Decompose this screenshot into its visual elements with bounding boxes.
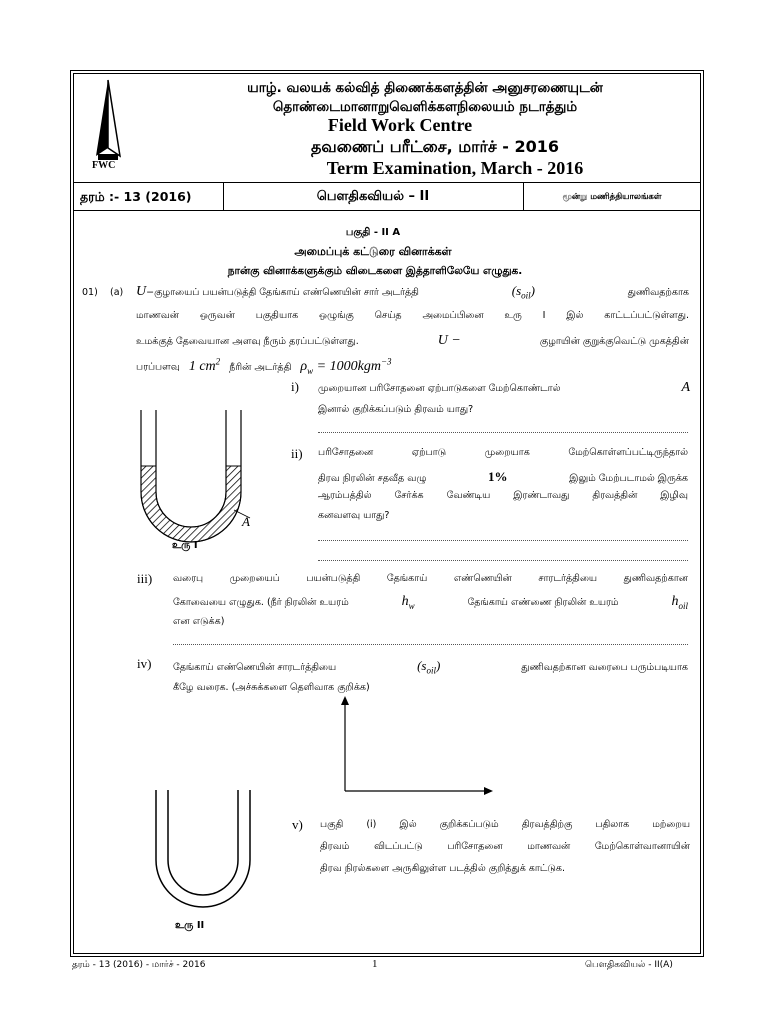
sub-question-v-number: v) <box>292 817 303 832</box>
rho-sup: −3 <box>380 356 392 366</box>
rho-sub: w <box>307 365 314 376</box>
answer-line-ii-1 <box>318 540 688 541</box>
sub-iii-text-b: தேங்காய் எண்ணை நிரலின் உயரம் <box>467 597 619 608</box>
sub-question-iv-line1 <box>173 658 688 676</box>
subject: பௌதிகவியல் – II <box>316 189 430 204</box>
sub-question-iv-number: iv) <box>137 656 152 671</box>
h-oil-symbol <box>671 594 688 611</box>
sub-question-v-line2: திரவம் விடப்பட்டு பரிசோதனை மாணவன் மேற்கொள்வானாயின் <box>320 841 690 852</box>
h-w: h <box>401 594 409 609</box>
footer-left: தரம் - 13 (2016) - மார்ச் - 2016 <box>72 960 206 970</box>
sub-question-i-number: i) <box>291 379 299 394</box>
sub-ii-text-b: இலும் மேற்படாமல் இருக்க <box>569 473 688 484</box>
figure-2-label-text: உரு II <box>175 920 205 931</box>
blank-graph-axes <box>335 695 495 795</box>
info-row-bottom <box>73 210 700 211</box>
section-title: அமைப்புக் கட்டுரை வினாக்கள் <box>294 245 452 258</box>
figure-1-label-text: உரு I <box>172 540 198 551</box>
header-line1: யாழ். வலயக் கல்வித் திணைக்களத்தின் அனுசரணையுடன் <box>247 80 603 96</box>
sub-ii-percent: 1% <box>488 469 508 484</box>
intro-text-b: துணிவதற்காக <box>627 287 689 298</box>
sub-question-ii-line3: ஆரம்பத்தில் சேர்க்க வேண்டிய இரண்டாவது திரவத்தின் இழிவு <box>318 490 688 501</box>
h-w-symbol <box>402 594 415 611</box>
rho-value <box>300 356 392 376</box>
sub-question-v-line1: பகுதி (i) இல் குறிக்கப்படும் திரவத்திற்கு பதிலாக மற்றைய <box>320 819 690 830</box>
intro-text-a: −குழாயைப் பயன்படுத்தி தேங்காய் எண்ணெயின் சார் அடர்த்தி <box>146 287 419 298</box>
figure-2-u-tube <box>152 790 262 910</box>
rho-symbol: ρ <box>300 358 308 374</box>
intro-l3-text-b: குழாயின் குறுக்குவெட்டு முகத்தின் <box>539 336 689 347</box>
s-oil-close: ) <box>530 283 535 298</box>
s-oil-symbol <box>512 283 535 301</box>
sub-question-ii-line1: பரிசோதனை ஏற்பாடு முறையாக மேற்கொள்ளப்பட்டிருந்தால் <box>318 447 688 458</box>
sub-iv-s-oil-sub: oil <box>426 665 436 676</box>
h-w-sub: w <box>408 600 415 611</box>
sub-question-ii-number: ii) <box>291 446 303 461</box>
sub-question-v-line3: திரவ நிரல்களை அருகிலுள்ள படத்தில் குறித்துக் காட்டுக. <box>320 863 565 874</box>
part-heading: பகுதி - II A <box>345 227 401 238</box>
figure-1-label <box>172 540 198 552</box>
intro-l4-text-b: நீரின் அடர்த்தி <box>229 361 292 373</box>
sub-question-iii-line3: என எடுக்க) <box>173 616 225 627</box>
header-line2: தொண்டைமானாறுவெளிக்களநிலையம் நடாத்தும் <box>272 99 578 115</box>
question-part-label: (a) <box>110 287 124 298</box>
sub-iv-text-b: துணிவதற்கான வரைபை பரும்படியாக <box>521 662 688 673</box>
centre-name: Field Work Centre <box>327 115 473 135</box>
info-row-divider-2 <box>523 182 524 210</box>
info-row-top <box>73 182 700 183</box>
question-intro-line3 <box>136 333 689 349</box>
sub-iv-text-a: தேங்காய் எண்ணெயின் சாரடர்த்தியை <box>173 662 337 673</box>
question-intro-line2: மாணவன் ஒருவன் பகுதியாக ஒழுங்கு செய்த அமைப்பினை உரு I இல் காட்டப்பட்டுள்ளது. <box>136 310 689 321</box>
question-intro-line4 <box>136 356 392 375</box>
sub-iv-s-oil <box>417 658 440 676</box>
sub-question-iii-number: iii) <box>137 571 153 586</box>
symbol-u: U <box>136 284 147 299</box>
sub-question-iii-line2 <box>173 594 688 611</box>
answer-line-ii-2 <box>318 560 688 561</box>
sub-question-iv-line2: கீழே வரைக. (அச்சுக்களை தெளிவாக குறிக்க) <box>173 682 370 693</box>
area-value <box>188 356 221 374</box>
h-oil-sub: oil <box>678 600 688 611</box>
figure-1-u-tube <box>138 410 268 545</box>
intro-l3-u: U − <box>437 333 461 348</box>
fwc-logo <box>82 78 134 178</box>
area-num: 1 cm <box>188 358 216 374</box>
logo-text: FWC <box>92 160 116 171</box>
sub-iv-s-oil-close: ) <box>435 658 441 673</box>
section-instruction: நான்கு வினாக்களுக்கும் விடைகளை இத்தாளிலேயே எழுதுக. <box>227 265 523 277</box>
intro-l3-text: உமக்குத் தேவையான அளவு நீரும் தரப்பட்டுள்ளது. <box>136 336 359 347</box>
question-intro-line1 <box>136 283 689 301</box>
sub-question-i-line1 <box>318 380 690 396</box>
grade: தரம் :- 13 (2016) <box>80 189 192 204</box>
question-number: 01) <box>82 287 98 298</box>
sub-question-iii-line1: வரைபு முறையைப் பயன்படுத்தி தேங்காய் எண்ணெயின் சாரடர்த்தியை துணிவதற்கான <box>173 573 688 584</box>
answer-line-i <box>318 432 688 433</box>
sub-i-text: முறையான பரிசோதனை ஏற்பாடுகளை மேற்கொண்டால் <box>318 383 561 394</box>
s-oil-sub: oil <box>521 290 531 301</box>
sub-ii-text-a: திரவ நிரலின் சதவீத வழு <box>318 473 427 484</box>
sub-i-a-symbol: A <box>681 380 690 395</box>
sub-question-ii-line2 <box>318 469 688 485</box>
footer-page-number: 1 <box>372 958 378 970</box>
h-oil: h <box>671 594 679 609</box>
duration: மூன்று மணித்தியாலங்கள் <box>562 192 662 202</box>
sub-question-i-line2: இனால் குறிக்கப்படும் திரவம் யாது? <box>318 404 474 415</box>
answer-line-iii <box>173 644 688 645</box>
intro-l4-text-a: பரப்பளவு <box>136 361 180 373</box>
sub-iii-text-a: கோவையை எழுதுக. (நீர் நிரலின் உயரம் <box>173 597 349 608</box>
sub-question-ii-line4: கனவளவு யாது? <box>318 510 390 521</box>
exam-title-english: Term Examination, March - 2016 <box>326 158 584 178</box>
figure-2-label <box>175 920 204 932</box>
s-oil-open: (s <box>511 283 522 298</box>
exam-title-tamil: தவணைப் பரீட்சை, மார்ச் - 2016 <box>310 137 560 156</box>
area-sup: 2 <box>215 356 221 366</box>
rho-val: = 1000kgm <box>316 358 381 374</box>
sub-iv-s-oil-open: (s <box>417 658 427 673</box>
figure-1-marker-a: A <box>242 514 250 529</box>
footer-right: பௌதிகவியல் - II(A) <box>585 960 673 970</box>
